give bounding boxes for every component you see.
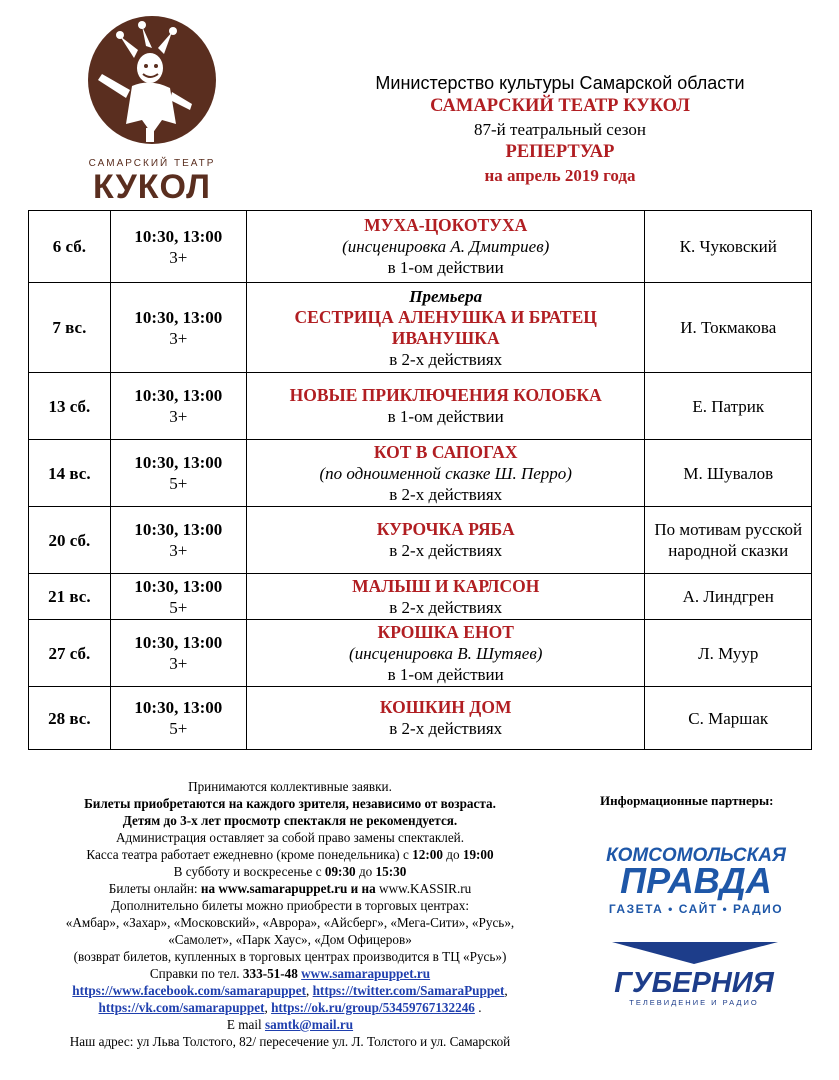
kp-sub-text: ГАЗЕТА • САЙТ • РАДИО <box>608 902 784 915</box>
repertoire-table <box>28 210 812 750</box>
ministry-line: Министерство культуры Самарской области <box>375 73 745 93</box>
time-cell <box>110 687 246 750</box>
time-text: 10:30, 13:00 <box>134 226 223 246</box>
author-cell: К. Чуковский <box>645 211 812 283</box>
author-cell: С. Маршак <box>645 687 812 750</box>
show-acts: в 1-ом действии <box>387 407 504 426</box>
day-cell: 14 вс. <box>29 440 111 507</box>
age-text: 3+ <box>169 328 188 348</box>
theatre-name: САМАРСКИЙ ТЕАТР КУКОЛ <box>430 96 690 116</box>
guberniya-sub-text: ТЕЛЕВИДЕНИЕ И РАДИО <box>629 998 759 1007</box>
table-row <box>29 440 812 507</box>
show-acts: в 2-х действиях <box>389 597 503 617</box>
show-title: КРОШКА ЕНОТ <box>377 621 514 642</box>
facebook-link[interactable]: https://www.facebook.com/samarapuppet <box>72 983 306 998</box>
komsomolskaya-pravda-logo <box>582 843 810 915</box>
info-block <box>20 778 560 1050</box>
info-line: E mail samtk@mail.ru <box>226 1017 354 1032</box>
document-header <box>300 72 820 187</box>
premiere-label: Премьера <box>409 286 483 306</box>
time-text: 10:30, 13:00 <box>134 307 223 327</box>
time-text: 10:30, 13:00 <box>134 633 223 652</box>
age-text: 5+ <box>169 597 188 617</box>
age-text: 3+ <box>169 654 188 673</box>
author-cell: Л. Муур <box>645 620 812 687</box>
time-cell <box>110 620 246 687</box>
show-title: СЕСТРИЦА АЛЕНУШКА И БРАТЕЦ ИВАНУШКА <box>294 306 597 348</box>
logo-text-main: КУКОЛ <box>93 168 211 202</box>
show-subtitle: (по одноименной сказке Ш. Перро) <box>319 463 572 483</box>
show-acts: в 2-х действиях <box>389 484 503 504</box>
author-cell: М. Шувалов <box>645 440 812 507</box>
time-cell <box>110 507 246 574</box>
show-title: НОВЫЕ ПРИКЛЮЧЕНИЯ КОЛОБКА <box>289 385 602 405</box>
info-line: «Самолет», «Парк Хаус», «Дом Офицеров» <box>168 932 412 947</box>
info-line: Касса театра работает ежедневно (кроме понедельника) с 12:00 до 19:00 <box>86 847 494 862</box>
info-line: Администрация оставляет за собой право замены спектаклей. <box>115 830 465 845</box>
show-cell <box>246 373 645 440</box>
twitter-link[interactable]: https://twitter.com/SamaraPuppet <box>312 983 505 998</box>
kp-top-text: КОМСОМОЛЬСКАЯ <box>606 845 786 866</box>
time-cell <box>110 211 246 283</box>
time-text: 10:30, 13:00 <box>134 698 223 717</box>
info-line: https://vk.com/samarapuppet, https://ok.ru/group/53459767132246 . <box>98 1000 482 1015</box>
email-link[interactable]: samtk@mail.ru <box>264 1017 354 1032</box>
table-row <box>29 283 812 373</box>
time-text: 10:30, 13:00 <box>134 386 223 405</box>
info-line: «Амбар», «Захар», «Московский», «Аврора», «Айсберг», «Мега-Сити», «Русь», <box>65 915 515 930</box>
author-cell: И. Токмакова <box>645 283 812 373</box>
table-row <box>29 507 812 574</box>
table-row <box>29 687 812 750</box>
logo-text-top: САМАРСКИЙ ТЕАТР <box>88 158 216 169</box>
info-line: Детям до 3-х лет просмотр спектакля не рекомендуется. <box>122 813 458 828</box>
age-text: 3+ <box>169 247 188 267</box>
author-cell: По мотивам русской народной сказки <box>645 507 812 574</box>
day-cell: 6 сб. <box>29 211 111 283</box>
guberniya-triangle-icon <box>612 942 778 964</box>
day-cell: 21 вс. <box>29 574 111 620</box>
show-title: МУХА-ЦОКОТУХА <box>364 215 528 235</box>
age-text: 3+ <box>169 541 188 560</box>
show-cell <box>246 211 645 283</box>
show-cell <box>246 283 645 373</box>
table-row <box>29 211 812 283</box>
ok-link[interactable]: https://ok.ru/group/53459767132246 <box>271 1000 475 1015</box>
time-cell <box>110 440 246 507</box>
theatre-logo <box>80 16 230 202</box>
month-line: на апрель 2019 года <box>484 166 636 185</box>
age-text: 3+ <box>169 407 188 426</box>
table-row <box>29 620 812 687</box>
vk-link[interactable]: https://vk.com/samarapuppet <box>98 1000 265 1015</box>
info-line: Наш адрес: ул Льва Толстого, 82/ пересечение ул. Л. Толстого и ул. Самарской <box>69 1034 511 1049</box>
time-text: 10:30, 13:00 <box>134 520 223 539</box>
info-line: Билеты онлайн: на www.samarapuppet.ru и на www.KASSIR.ru <box>108 881 472 896</box>
guberniya-main-text: ГУБЕРНИЯ <box>614 967 774 999</box>
info-line: (возврат билетов, купленных в торговых центрах производится в ТЦ «Русь») <box>73 949 507 964</box>
info-line: В субботу и воскресенье с 09:30 до 15:30 <box>173 864 407 879</box>
day-cell: 20 сб. <box>29 507 111 574</box>
author-cell: А. Линдгрен <box>645 574 812 620</box>
day-cell: 7 вс. <box>29 283 111 373</box>
show-acts: в 2-х действиях <box>389 349 503 369</box>
show-title: КОТ В САПОГАХ <box>373 441 518 462</box>
guberniya-logo <box>588 938 800 1008</box>
day-cell: 27 сб. <box>29 620 111 687</box>
table-row <box>29 574 812 620</box>
info-line: Принимаются коллективные заявки. <box>188 779 392 794</box>
day-cell: 28 вс. <box>29 687 111 750</box>
show-subtitle: (инсценировка В. Шутяев) <box>349 643 543 663</box>
age-text: 5+ <box>169 719 188 738</box>
show-cell <box>246 687 645 750</box>
show-acts: в 2-х действиях <box>389 719 503 738</box>
info-line: Дополнительно билеты можно приобрести в торговых центрах: <box>110 898 470 913</box>
time-text: 10:30, 13:00 <box>134 576 223 596</box>
time-text: 10:30, 13:00 <box>134 453 223 472</box>
info-line: Билеты приобретаются на каждого зрителя, независимо от возраста. <box>84 796 496 811</box>
show-cell <box>246 440 645 507</box>
info-line: Справки по тел. 333-51-48 www.samarapuppet.ru <box>149 966 431 981</box>
time-cell <box>110 574 246 620</box>
partners-title: Информационные партнеры: <box>600 793 774 808</box>
time-cell <box>110 283 246 373</box>
show-cell <box>246 574 645 620</box>
table-row <box>29 373 812 440</box>
show-cell <box>246 620 645 687</box>
show-title: МАЛЫШ И КАРЛСОН <box>352 575 540 596</box>
show-title: КУРОЧКА РЯБА <box>376 519 515 539</box>
show-cell <box>246 507 645 574</box>
show-acts: в 1-ом действии <box>387 258 504 277</box>
kp-main-text: ПРАВДА <box>620 860 772 901</box>
age-text: 5+ <box>169 474 188 493</box>
time-cell <box>110 373 246 440</box>
show-acts: в 2-х действиях <box>389 541 503 560</box>
repertoire-title: РЕПЕРТУАР <box>505 142 615 162</box>
website-link[interactable]: www.samarapuppet.ru <box>301 966 431 981</box>
show-title: КОШКИН ДОМ <box>379 697 512 717</box>
show-subtitle: (инсценировка А. Дмитриев) <box>342 237 550 256</box>
day-cell: 13 сб. <box>29 373 111 440</box>
author-cell: Е. Патрик <box>645 373 812 440</box>
show-acts: в 1-ом действии <box>387 664 504 684</box>
info-line: https://www.facebook.com/samarapuppet, https://twitter.com/SamaraPuppet, <box>72 983 508 998</box>
season-line: 87-й театральный сезон <box>474 120 646 139</box>
